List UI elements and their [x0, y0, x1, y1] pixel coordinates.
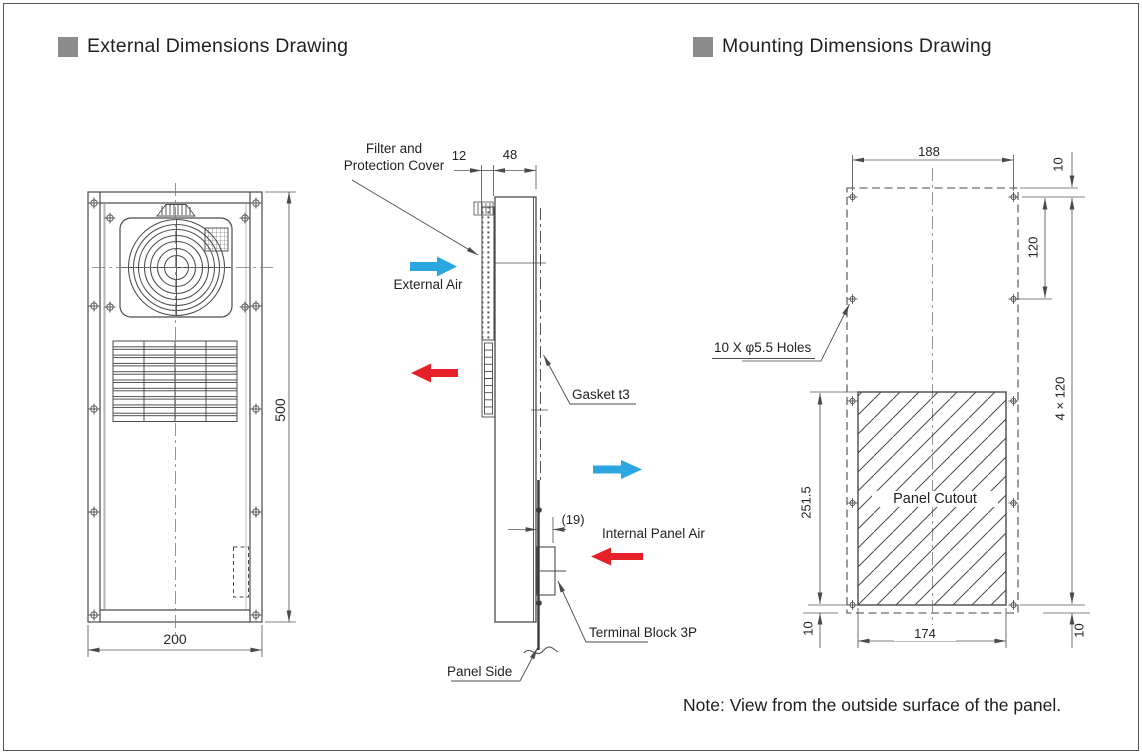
internal-panel-air-label: Internal Panel Air: [602, 526, 705, 541]
body-depth-dim: 48: [502, 147, 518, 162]
panel-cutout-label: Panel Cutout: [872, 491, 998, 507]
mounting-section-title: Mounting Dimensions Drawing: [722, 35, 992, 57]
terminal-block: [537, 547, 566, 595]
filter-leader: [352, 180, 478, 255]
exhaust-grille-strip: [482, 340, 495, 417]
internal-air-arrow-icon: [591, 548, 643, 566]
filter-depth-dim: 12: [451, 148, 467, 163]
front-width-dim: 200: [163, 631, 187, 647]
panel-intake-arrow-icon: [593, 460, 642, 479]
terminal-protrusion-dim: (19): [561, 512, 585, 527]
bottom-offset-left-dim: 10: [800, 621, 816, 636]
exhaust-air-arrow-icon: [411, 364, 458, 383]
filter-strip: [482, 207, 494, 340]
holes-label: 10 X φ5.5 Holes: [712, 340, 815, 359]
external-air-label: External Air: [393, 277, 463, 292]
panel-side-label: Panel Side: [447, 664, 513, 679]
side-view-linework: [474, 197, 566, 654]
external-section-bullet-icon: [58, 37, 78, 57]
top-vent-tab: [157, 205, 195, 217]
cutout-width-dim: 174: [894, 626, 956, 641]
side-unit-body: [495, 197, 536, 622]
panel-break-squiggle: [524, 647, 558, 654]
top-offset-dim: 10: [1050, 157, 1066, 172]
filter-cover-label-line1: Filter and: [365, 141, 423, 156]
gasket-label: Gasket t3: [572, 387, 630, 402]
mounting-section-bullet-icon: [693, 37, 713, 57]
hole-span-dim: 188: [918, 144, 940, 159]
hole-pitch-dim: 120: [1025, 236, 1041, 259]
external-section-title: External Dimensions Drawing: [87, 35, 349, 57]
note-text: Note: View from the outside surface of the panel.: [683, 695, 1062, 715]
front-view-dimensions: [88, 192, 296, 657]
side-view-leaders: [352, 180, 648, 681]
pitch-total-dim: 4 × 120: [1052, 376, 1068, 421]
external-air-arrow-icon: [410, 257, 457, 277]
louver-grille: [113, 341, 237, 422]
front-height-dim: 500: [272, 398, 288, 422]
mounting-view-linework: [847, 168, 1019, 625]
fan-mesh-patch: [205, 228, 228, 251]
front-view-linework: [88, 183, 273, 634]
cutout-height-dim: 251.5: [798, 486, 814, 519]
terminal-block-label: Terminal Block 3P: [589, 625, 698, 640]
filter-cover-label-line2: Protection Cover: [343, 158, 445, 173]
side-view-dimensions: [454, 165, 566, 543]
airflow-arrows: [410, 257, 643, 566]
bottom-offset-right-dim: 10: [1071, 623, 1087, 638]
